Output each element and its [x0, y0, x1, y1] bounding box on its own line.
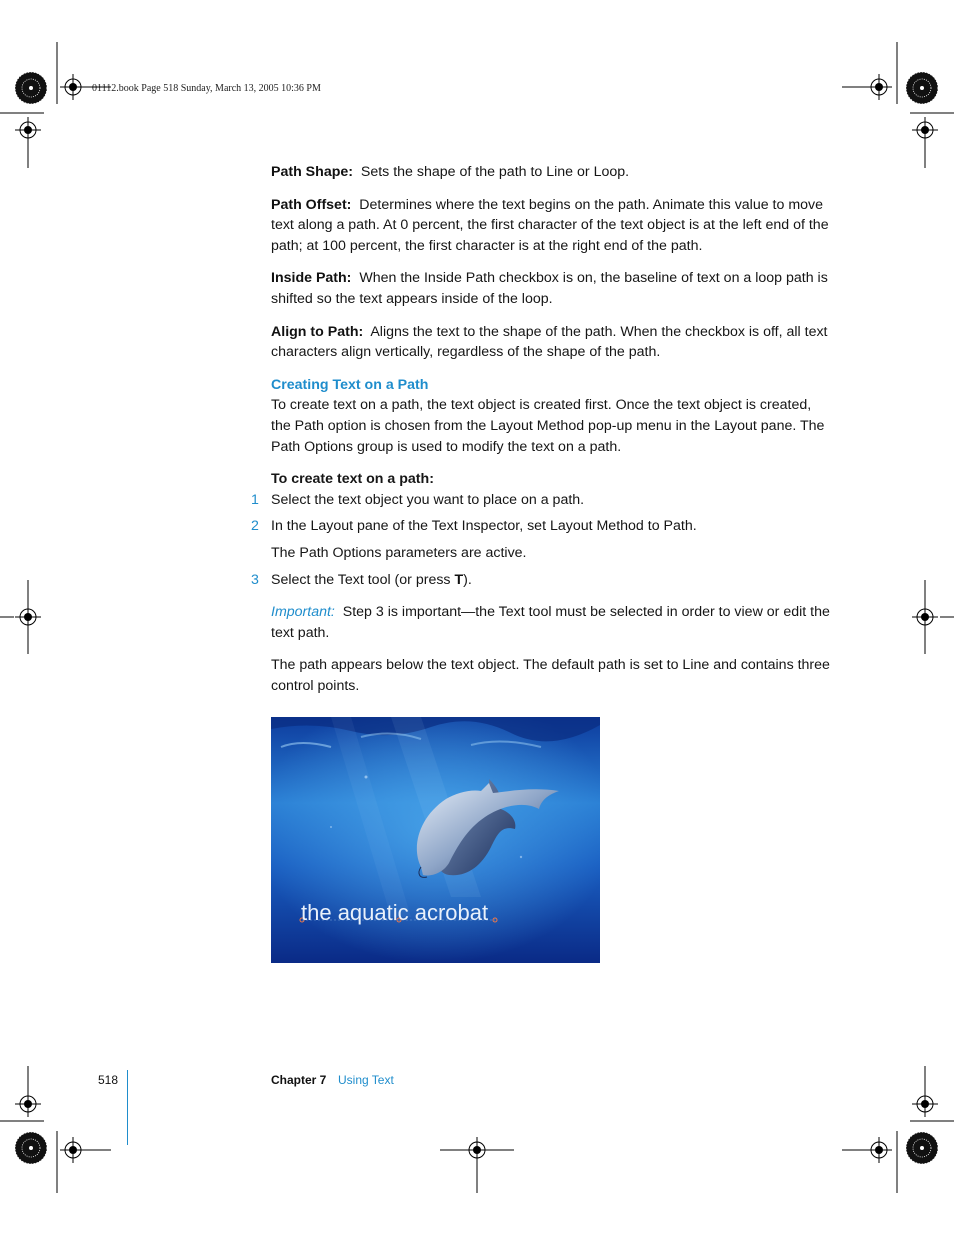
definition-text: Determines where the text begins on the path. Animate this value to move text along a path. At 0 percent, the first character of the text object is at the left end of the path; at 100 percent, the first character is at the right end of the path. [271, 196, 829, 254]
step-text-before: Select the Text tool (or press [271, 571, 455, 588]
step-number: 1 [251, 491, 259, 508]
step-2-note: The Path Options parameters are active. [271, 544, 527, 561]
definition-term: Align to Path: [271, 323, 364, 340]
definition-term: Path Offset: [271, 196, 352, 213]
registration-star-bottom-right [906, 1132, 938, 1164]
section-heading: Creating Text on a Path [271, 376, 429, 393]
registration-star-top-right [906, 72, 938, 104]
step-text: In the Layout pane of the Text Inspector, set Layout Method to Path. [271, 518, 697, 535]
section-intro: To create text on a path, the text object is created first. Once the text object is created, the Path option is chosen from the Layout Method pop-up menu in the Layout pane. The Path Options group is used to modify the text on a path. [271, 397, 825, 455]
figure-text-on-path: the aquatic acrobat [301, 900, 489, 925]
definition-term: Path Shape: [271, 164, 353, 180]
important-text: Step 3 is important—the Text tool must be selected in order to view or edit the text path. [271, 604, 830, 641]
definition-text: Sets the shape of the path to Line or Loop. [360, 164, 630, 180]
step-number: 3 [251, 571, 259, 588]
footer-page-number: 518 [98, 1073, 119, 1087]
print-header: 01112.book Page 518 Sunday, March 13, 2005 10:36 PM [92, 83, 321, 94]
footer-chapter: Chapter 7 [271, 1073, 327, 1087]
registration-star-bottom-left [15, 1132, 47, 1164]
registration-star-top-left [15, 72, 47, 104]
step-number: 2 [251, 518, 259, 535]
step-text-after: ). [463, 571, 472, 588]
shortcut-key: T [454, 571, 464, 588]
definition-text: Aligns the text to the shape of the path. When the checkbox is off, all text characters align vertically, regardless of the shape of the path. [271, 323, 828, 361]
step-text: Select the text object you want to place on a path. [271, 491, 585, 508]
definition-text: When the Inside Path checkbox is on, the baseline of text on a loop path is shifted so the text appears inside of the loop. [271, 270, 828, 307]
definition-term: Inside Path: [271, 270, 352, 287]
procedure-heading: To create text on a path: [271, 471, 434, 488]
closing-paragraph: The path appears below the text object. The default path is set to Line and contains three control points. [271, 657, 830, 694]
footer-chapter-title: Using Text [338, 1073, 394, 1087]
important-label: Important: [271, 604, 335, 621]
